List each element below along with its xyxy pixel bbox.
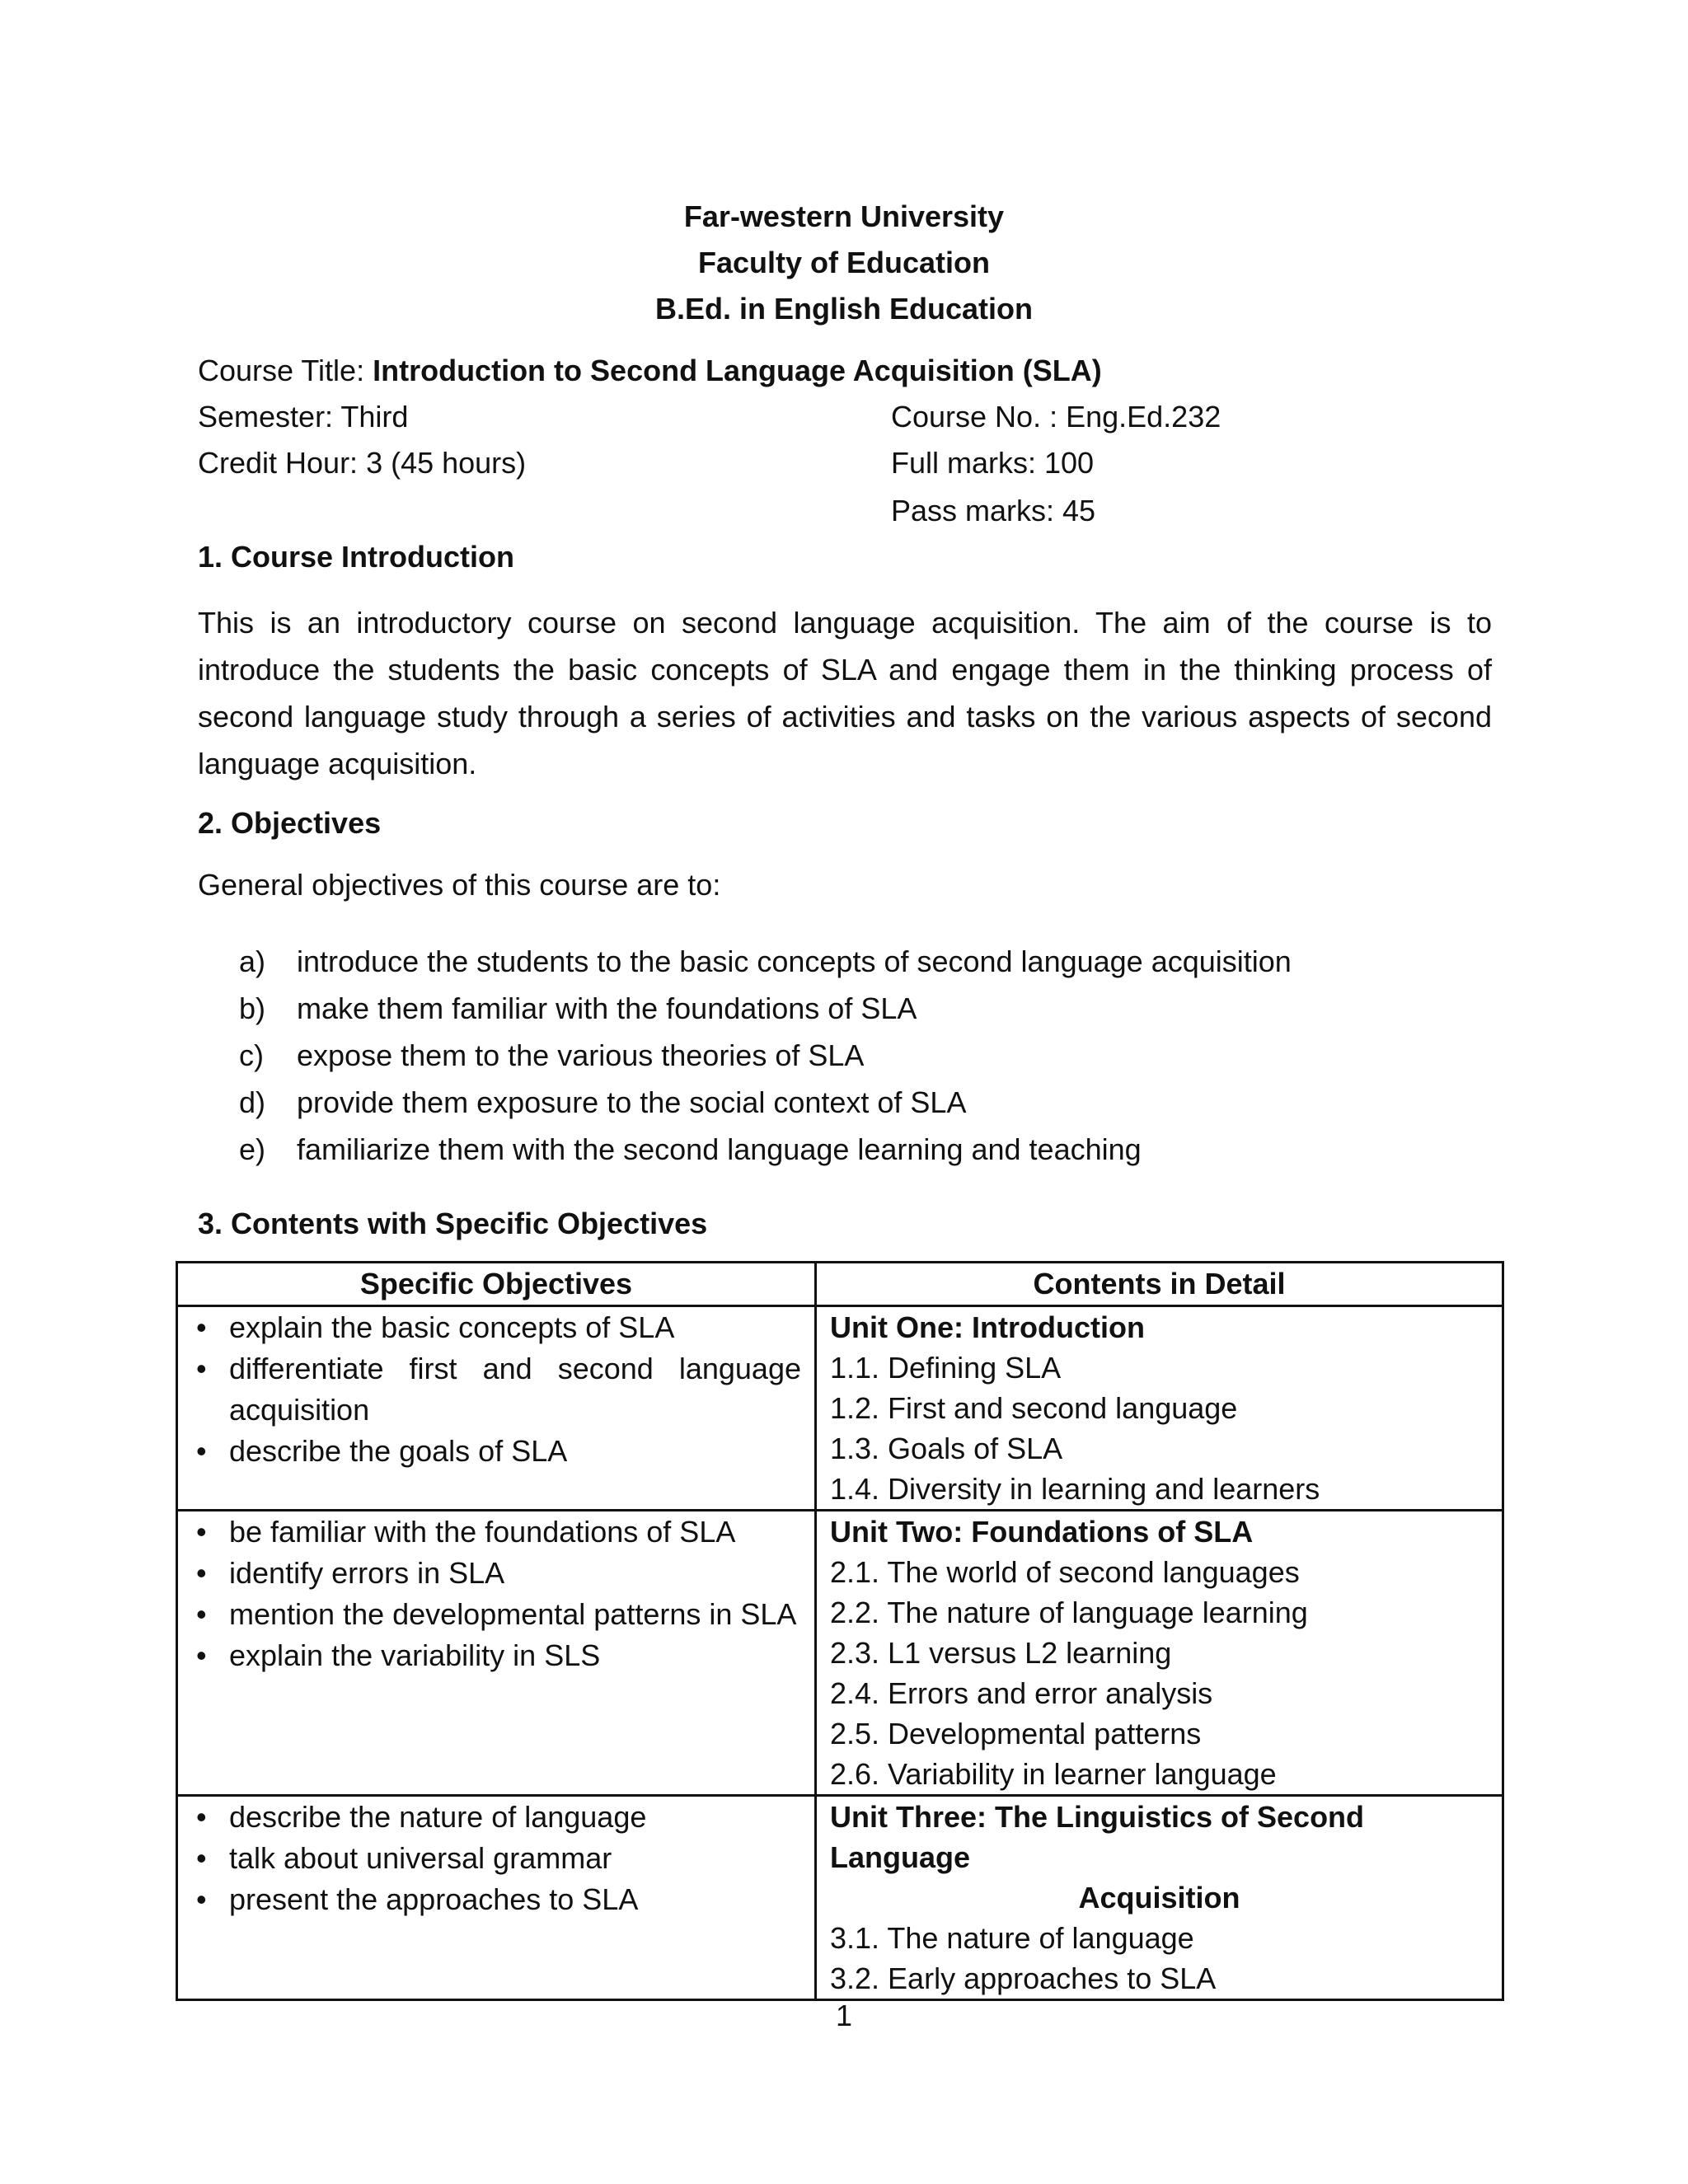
document-header xyxy=(0,194,1688,332)
list-item: 1.2. First and second language xyxy=(830,1391,1238,1425)
course-number: Course No. : Eng.Ed.232 xyxy=(891,400,1221,434)
contents-cell xyxy=(816,1511,1503,1796)
course-title-value: Introduction to Second Language Acquisition (SLA) xyxy=(373,354,1102,387)
list-item-text: expose them to the various theories of SLA xyxy=(297,1038,865,1072)
full-marks: Full marks: 100 xyxy=(891,446,1095,480)
program-name: B.Ed. in English Education xyxy=(654,292,1033,326)
list-item: 1.1. Defining SLA xyxy=(830,1351,1062,1385)
list-item: 3.1. The nature of language xyxy=(830,1921,1194,1955)
list-item: 2.6. Variability in learner language xyxy=(830,1757,1277,1791)
general-objectives-list xyxy=(239,938,1292,1173)
unit-title: Unit One: Introduction xyxy=(830,1310,1145,1344)
list-item xyxy=(239,1126,1292,1173)
list-item xyxy=(239,1032,1292,1079)
list-item: • identify errors in SLA xyxy=(191,1553,801,1594)
list-item: • describe the nature of language xyxy=(191,1797,801,1838)
university-name: Far-western University xyxy=(683,199,1005,233)
objectives-list xyxy=(191,1511,801,1676)
list-item: • talk about universal grammar xyxy=(191,1838,801,1879)
list-item: 2.3. L1 versus L2 learning xyxy=(830,1636,1172,1670)
list-item xyxy=(239,985,1292,1032)
page-number: 1 xyxy=(835,1999,853,2032)
section-contents-heading: 3. Contents with Specific Objectives xyxy=(198,1207,708,1240)
unit-title: Unit Two: Foundations of SLA xyxy=(830,1515,1254,1549)
credit-hour: Credit Hour: 3 (45 hours) xyxy=(198,446,527,480)
list-item: • differentiate first and second language acquisition xyxy=(191,1348,801,1431)
list-item: • explain the variability in SLS xyxy=(191,1635,801,1676)
list-item: • present the approaches to SLA xyxy=(191,1879,801,1920)
contents-cell xyxy=(816,1796,1503,2000)
objectives-cell xyxy=(177,1306,816,1511)
objectives-cell xyxy=(177,1796,816,2000)
list-item: 1.3. Goals of SLA xyxy=(830,1432,1063,1465)
list-item-text: familiarize them with the second language learning and teaching xyxy=(297,1132,1142,1166)
table-row xyxy=(177,1511,1503,1796)
list-item-letter: d) xyxy=(239,1085,266,1119)
list-item-letter: e) xyxy=(239,1132,266,1166)
column-header-contents: Contents in Detail xyxy=(816,1263,1503,1306)
list-item-text: make them familiar with the foundations of SLA xyxy=(297,991,917,1025)
list-item: 2.1. The world of second languages xyxy=(830,1555,1300,1589)
contents-table xyxy=(176,1261,1504,2001)
list-item: 2.5. Developmental patterns xyxy=(830,1717,1202,1750)
course-title-label: Course Title: xyxy=(198,354,365,387)
pass-marks: Pass marks: 45 xyxy=(891,494,1096,527)
list-item: • be familiar with the foundations of SLA xyxy=(191,1511,801,1553)
unit-title-continued: Acquisition xyxy=(1078,1881,1240,1915)
table-header-row xyxy=(177,1263,1503,1306)
list-item-letter: b) xyxy=(239,991,266,1025)
list-item-letter: a) xyxy=(239,944,266,978)
list-item-text: introduce the students to the basic concepts of second language acquisition xyxy=(297,944,1292,978)
list-item xyxy=(239,938,1292,985)
contents-cell xyxy=(816,1306,1503,1511)
section-course-introduction-heading: 1. Course Introduction xyxy=(198,540,515,574)
list-item xyxy=(239,1079,1292,1126)
faculty-name: Faculty of Education xyxy=(697,246,991,279)
objectives-cell xyxy=(177,1511,816,1796)
table-row xyxy=(177,1306,1503,1511)
objectives-list xyxy=(191,1797,801,1920)
unit-title: Unit Three: The Linguistics of Second Language xyxy=(830,1800,1365,1874)
section-objectives-heading: 2. Objectives xyxy=(198,806,382,840)
column-header-specific-objectives: Specific Objectives xyxy=(177,1263,816,1306)
course-introduction-paragraph: This is an introductory course on second language acquisition. The aim of the course is to introduce the students the basic concepts of SLA and engage them in the thinking process of second language study through a series of activities and tasks on the various aspects of second language acquisition. xyxy=(198,606,1492,780)
course-title-line xyxy=(198,353,1102,389)
list-item-letter: c) xyxy=(239,1038,264,1072)
objectives-list xyxy=(191,1307,801,1472)
objectives-intro: General objectives of this course are to: xyxy=(198,868,721,902)
list-item: 2.4. Errors and error analysis xyxy=(830,1676,1213,1710)
list-item: • explain the basic concepts of SLA xyxy=(191,1307,801,1348)
list-item: 2.2. The nature of language learning xyxy=(830,1596,1308,1629)
semester: Semester: Third xyxy=(198,400,409,434)
list-item: • mention the developmental patterns in SLA xyxy=(191,1594,801,1635)
list-item: • describe the goals of SLA xyxy=(191,1431,801,1472)
list-item-text: provide them exposure to the social context of SLA xyxy=(297,1085,967,1119)
list-item: 1.4. Diversity in learning and learners xyxy=(830,1472,1320,1506)
list-item: 3.2. Early approaches to SLA xyxy=(830,1961,1217,1995)
table-row xyxy=(177,1796,1503,2000)
